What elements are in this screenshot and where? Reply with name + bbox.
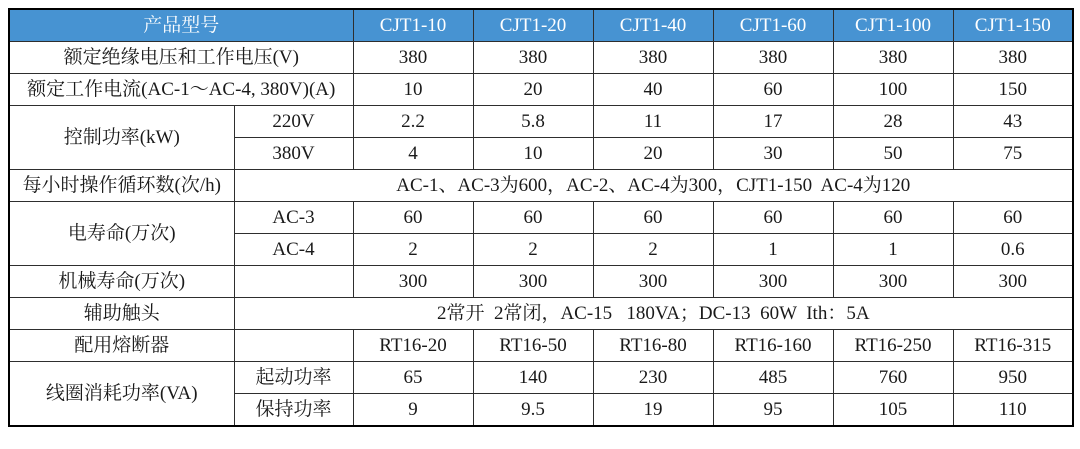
- spec-cell: RT16-20: [353, 330, 473, 362]
- spec-cell: 10: [473, 138, 593, 170]
- spec-cell: 17: [713, 106, 833, 138]
- spec-cell: 60: [713, 74, 833, 106]
- column-header-cjt1-100: CJT1-100: [833, 9, 953, 42]
- row-label-insulation-voltage: 额定绝缘电压和工作电压(V): [9, 42, 353, 74]
- spec-cell: 19: [593, 394, 713, 427]
- spec-cell: 300: [593, 266, 713, 298]
- row-label-rated-current: 额定工作电流(AC-1～AC-4, 380V)(A): [9, 74, 353, 106]
- column-header-cjt1-40: CJT1-40: [593, 9, 713, 42]
- column-header-cjt1-10: CJT1-10: [353, 9, 473, 42]
- spec-cell: 65: [353, 362, 473, 394]
- spec-cell: 380: [833, 42, 953, 74]
- row-electrical-life-ac3: [9, 202, 1073, 234]
- spec-cell: 380: [473, 42, 593, 74]
- spec-cell: RT16-160: [713, 330, 833, 362]
- spec-cell: 230: [593, 362, 713, 394]
- spec-cell: 300: [833, 266, 953, 298]
- spec-cell: 20: [473, 74, 593, 106]
- spec-cell: 300: [473, 266, 593, 298]
- sub-label-380v: 380V: [234, 138, 353, 170]
- spec-cell: 60: [833, 202, 953, 234]
- row-label-auxiliary-contacts: 辅助触头: [9, 298, 234, 330]
- row-label-coil-power: 线圈消耗功率(VA): [9, 362, 234, 427]
- spec-cell: 1: [713, 234, 833, 266]
- spec-cell: 60: [473, 202, 593, 234]
- sub-label-starting-power: 起动功率: [234, 362, 353, 394]
- spec-cell: 150: [953, 74, 1073, 106]
- spec-cell: 75: [953, 138, 1073, 170]
- spec-cell: 950: [953, 362, 1073, 394]
- spec-cell: 100: [833, 74, 953, 106]
- spec-cell: RT16-50: [473, 330, 593, 362]
- row-coil-power-start: [9, 362, 1073, 394]
- auxiliary-contacts-merged-cell: 2常开 2常闭，AC-15 180VA；DC-13 60W Ith：5A: [234, 298, 1073, 330]
- empty-sub-cell: [234, 266, 353, 298]
- spec-cell: 110: [953, 394, 1073, 427]
- operation-cycles-merged-cell: AC-1、AC-3为600，AC-2、AC-4为300，CJT1-150 AC-4为120: [234, 170, 1073, 202]
- spec-cell: 60: [353, 202, 473, 234]
- spec-cell: 380: [593, 42, 713, 74]
- spec-cell: 10: [353, 74, 473, 106]
- spec-cell: RT16-315: [953, 330, 1073, 362]
- spec-cell: 4: [353, 138, 473, 170]
- spec-cell: 2: [353, 234, 473, 266]
- spec-cell: 140: [473, 362, 593, 394]
- row-mechanical-life: [9, 266, 1073, 298]
- spec-cell: 380: [713, 42, 833, 74]
- sub-label-ac4: AC-4: [234, 234, 353, 266]
- row-auxiliary-contacts: [9, 298, 1073, 330]
- spec-cell: 485: [713, 362, 833, 394]
- product-model-header: 产品型号: [9, 9, 353, 42]
- row-insulation-voltage: [9, 42, 1073, 74]
- empty-sub-cell: [234, 330, 353, 362]
- column-header-cjt1-20: CJT1-20: [473, 9, 593, 42]
- spec-cell: 43: [953, 106, 1073, 138]
- spec-cell: RT16-250: [833, 330, 953, 362]
- row-label-mechanical-life: 机械寿命(万次): [9, 266, 234, 298]
- spec-cell: 9: [353, 394, 473, 427]
- row-rated-current: [9, 74, 1073, 106]
- spec-cell: 50: [833, 138, 953, 170]
- spec-cell: 28: [833, 106, 953, 138]
- spec-cell: RT16-80: [593, 330, 713, 362]
- spec-cell: 30: [713, 138, 833, 170]
- spec-cell: 2: [593, 234, 713, 266]
- header-row: [9, 9, 1073, 42]
- row-label-operation-cycles: 每小时操作循环数(次/h): [9, 170, 234, 202]
- row-fuse: [9, 330, 1073, 362]
- spec-cell: 760: [833, 362, 953, 394]
- spec-cell: 300: [353, 266, 473, 298]
- spec-cell: 60: [953, 202, 1073, 234]
- spec-cell: 1: [833, 234, 953, 266]
- spec-cell: 300: [953, 266, 1073, 298]
- column-header-cjt1-60: CJT1-60: [713, 9, 833, 42]
- spec-cell: 60: [713, 202, 833, 234]
- spec-cell: 5.8: [473, 106, 593, 138]
- spec-cell: 2: [473, 234, 593, 266]
- spec-cell: 0.6: [953, 234, 1073, 266]
- sub-label-ac3: AC-3: [234, 202, 353, 234]
- spec-cell: 380: [353, 42, 473, 74]
- spec-cell: 20: [593, 138, 713, 170]
- spec-cell: 40: [593, 74, 713, 106]
- spec-cell: 300: [713, 266, 833, 298]
- row-label-electrical-life: 电寿命(万次): [9, 202, 234, 266]
- product-spec-table: [8, 8, 1074, 427]
- row-label-fuse: 配用熔断器: [9, 330, 234, 362]
- column-header-cjt1-150: CJT1-150: [953, 9, 1073, 42]
- spec-cell: 105: [833, 394, 953, 427]
- spec-cell: 2.2: [353, 106, 473, 138]
- sub-label-220v: 220V: [234, 106, 353, 138]
- spec-cell: 11: [593, 106, 713, 138]
- spec-cell: 9.5: [473, 394, 593, 427]
- row-control-power-220v: [9, 106, 1073, 138]
- spec-cell: 60: [593, 202, 713, 234]
- row-label-control-power: 控制功率(kW): [9, 106, 234, 170]
- row-operation-cycles: [9, 170, 1073, 202]
- spec-cell: 95: [713, 394, 833, 427]
- spec-cell: 380: [953, 42, 1073, 74]
- sub-label-holding-power: 保持功率: [234, 394, 353, 427]
